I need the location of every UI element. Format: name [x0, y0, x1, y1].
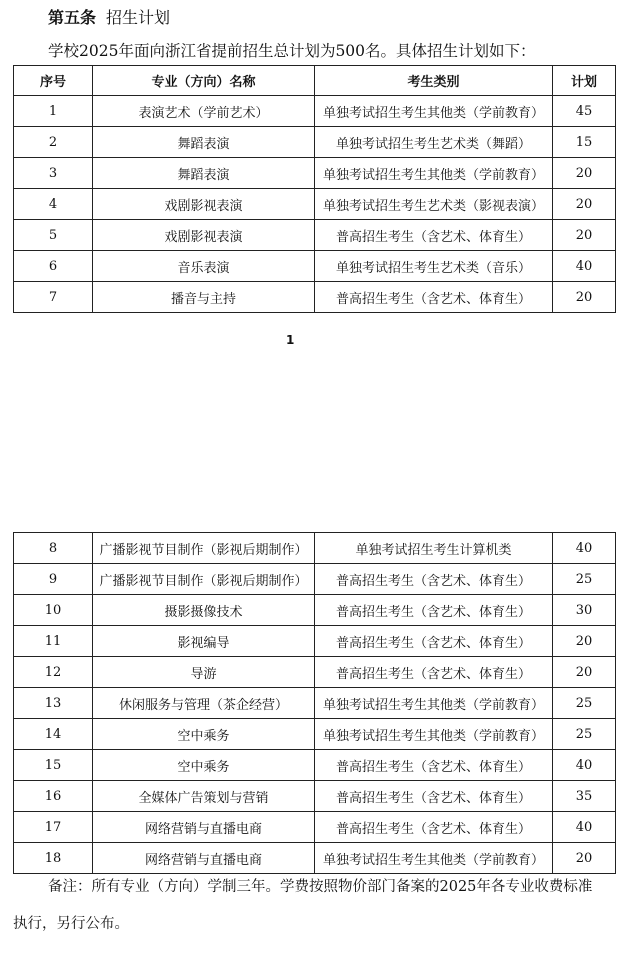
page-number: 1 — [286, 333, 295, 347]
table-row — [14, 719, 616, 750]
row-index: 15 — [14, 750, 93, 781]
row-index: 8 — [14, 533, 93, 564]
row-category: 普高招生考生（含艺术、体育生） — [315, 812, 553, 843]
row-index: 7 — [14, 282, 93, 313]
row-plan: 25 — [553, 719, 616, 750]
note-line-1: 备注：所有专业（方向）学制三年。学费按照物价部门备案的2025年各专业收费标准 — [48, 879, 593, 895]
row-plan: 25 — [553, 688, 616, 719]
table-row — [14, 127, 616, 158]
row-category: 单独考试招生考生艺术类（舞蹈） — [315, 127, 553, 158]
table-row — [14, 843, 616, 874]
row-plan: 20 — [553, 282, 616, 313]
table-row — [14, 812, 616, 843]
row-category: 普高招生考生（含艺术、体育生） — [315, 781, 553, 812]
row-major: 广播影视节目制作（影视后期制作） — [93, 564, 315, 595]
row-plan: 35 — [553, 781, 616, 812]
row-plan: 20 — [553, 843, 616, 874]
table-row — [14, 533, 616, 564]
row-major: 空中乘务 — [93, 719, 315, 750]
row-plan: 20 — [553, 657, 616, 688]
row-major: 摄影摄像技术 — [93, 595, 315, 626]
enrollment-plan-table-page1 — [13, 65, 616, 313]
row-category: 单独考试招生考生其他类（学前教育） — [315, 158, 553, 189]
table-row — [14, 595, 616, 626]
article-number: 第五条 — [48, 8, 97, 27]
row-major: 导游 — [93, 657, 315, 688]
row-major: 休闲服务与管理（茶企经营） — [93, 688, 315, 719]
table-header-row — [14, 66, 616, 96]
row-index: 1 — [14, 96, 93, 127]
row-category: 普高招生考生（含艺术、体育生） — [315, 626, 553, 657]
row-major: 网络营销与直播电商 — [93, 843, 315, 874]
row-index: 2 — [14, 127, 93, 158]
row-plan: 20 — [553, 189, 616, 220]
row-category: 单独考试招生考生其他类（学前教育） — [315, 96, 553, 127]
header-major: 专业（方向）名称 — [93, 66, 315, 96]
row-plan: 20 — [553, 158, 616, 189]
row-major: 戏剧影视表演 — [93, 220, 315, 251]
row-plan: 40 — [553, 812, 616, 843]
row-category: 单独考试招生考生其他类（学前教育） — [315, 688, 553, 719]
row-category: 单独考试招生考生其他类（学前教育） — [315, 719, 553, 750]
row-index: 3 — [14, 158, 93, 189]
row-category: 普高招生考生（含艺术、体育生） — [315, 595, 553, 626]
table-row — [14, 564, 616, 595]
table-row — [14, 251, 616, 282]
table-row — [14, 626, 616, 657]
row-major: 影视编导 — [93, 626, 315, 657]
row-category: 单独考试招生考生其他类（学前教育） — [315, 843, 553, 874]
section-heading — [48, 6, 170, 30]
table-row — [14, 657, 616, 688]
row-category: 单独考试招生考生艺术类（影视表演） — [315, 189, 553, 220]
row-major: 网络营销与直播电商 — [93, 812, 315, 843]
row-major: 播音与主持 — [93, 282, 315, 313]
row-category: 普高招生考生（含艺术、体育生） — [315, 220, 553, 251]
enrollment-plan-table-page2 — [13, 532, 616, 874]
row-major: 空中乘务 — [93, 750, 315, 781]
row-plan: 15 — [553, 127, 616, 158]
row-category: 普高招生考生（含艺术、体育生） — [315, 750, 553, 781]
header-category: 考生类别 — [315, 66, 553, 96]
table-row — [14, 282, 616, 313]
table-row — [14, 96, 616, 127]
row-index: 14 — [14, 719, 93, 750]
row-index: 11 — [14, 626, 93, 657]
row-index: 17 — [14, 812, 93, 843]
row-index: 6 — [14, 251, 93, 282]
row-plan: 40 — [553, 750, 616, 781]
row-plan: 45 — [553, 96, 616, 127]
row-index: 12 — [14, 657, 93, 688]
note-line-2: 执行，另行公布。 — [13, 916, 129, 932]
row-major: 舞蹈表演 — [93, 158, 315, 189]
table-row — [14, 220, 616, 251]
header-plan: 计划 — [553, 66, 616, 96]
row-plan: 20 — [553, 626, 616, 657]
row-category: 普高招生考生（含艺术、体育生） — [315, 657, 553, 688]
row-index: 5 — [14, 220, 93, 251]
row-index: 4 — [14, 189, 93, 220]
intro-text: 学校2025年面向浙江省提前招生总计划为500名。具体招生计划如下： — [48, 42, 536, 60]
table-row — [14, 750, 616, 781]
row-category: 单独考试招生考生艺术类（音乐） — [315, 251, 553, 282]
row-major: 音乐表演 — [93, 251, 315, 282]
section-title: 招生计划 — [106, 8, 171, 27]
table-row — [14, 189, 616, 220]
row-index: 18 — [14, 843, 93, 874]
table-row — [14, 781, 616, 812]
row-plan: 25 — [553, 564, 616, 595]
row-major: 表演艺术（学前艺术） — [93, 96, 315, 127]
row-major: 戏剧影视表演 — [93, 189, 315, 220]
table-row — [14, 688, 616, 719]
row-category: 普高招生考生（含艺术、体育生） — [315, 282, 553, 313]
header-index: 序号 — [14, 66, 93, 96]
row-category: 普高招生考生（含艺术、体育生） — [315, 564, 553, 595]
row-index: 10 — [14, 595, 93, 626]
row-plan: 20 — [553, 220, 616, 251]
row-plan: 40 — [553, 533, 616, 564]
row-major: 舞蹈表演 — [93, 127, 315, 158]
row-plan: 40 — [553, 251, 616, 282]
row-index: 9 — [14, 564, 93, 595]
row-major: 广播影视节目制作（影视后期制作） — [93, 533, 315, 564]
row-category: 单独考试招生考生计算机类 — [315, 533, 553, 564]
row-plan: 30 — [553, 595, 616, 626]
row-major: 全媒体广告策划与营销 — [93, 781, 315, 812]
row-index: 16 — [14, 781, 93, 812]
table-row — [14, 158, 616, 189]
row-index: 13 — [14, 688, 93, 719]
